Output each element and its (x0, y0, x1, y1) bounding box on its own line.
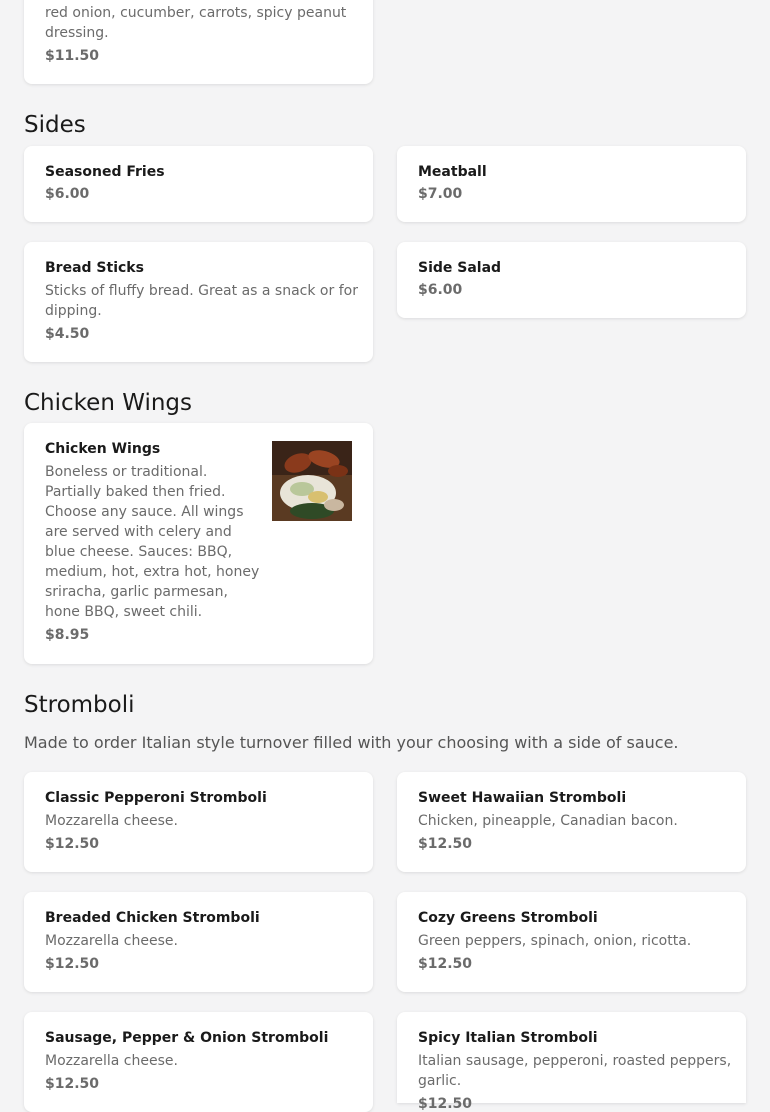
menu-item-card[interactable] (24, 0, 373, 84)
item-price: $12.50 (45, 956, 100, 972)
item-name: Chicken Wings (45, 441, 161, 457)
item-description: Chicken, pineapple, Canadian bacon. (418, 813, 678, 829)
item-name: Classic Pepperoni Stromboli (45, 790, 267, 806)
item-price: $12.50 (45, 1076, 100, 1092)
item-description: Mozzarella cheese. (45, 933, 178, 949)
item-name: Cozy Greens Stromboli (418, 910, 598, 926)
item-name: Sausage, Pepper & Onion Stromboli (45, 1030, 329, 1046)
menu-item-card[interactable] (397, 1012, 746, 1112)
item-description: dressing. (45, 25, 109, 41)
chicken-wings-photo[interactable] (272, 441, 352, 521)
item-description: dipping. (45, 303, 102, 319)
item-description: red onion, cucumber, carrots, spicy peanut (45, 5, 347, 21)
section-description: Made to order Italian style turnover filled with your choosing with a side of sauce. (24, 733, 679, 752)
item-name: Meatball (418, 164, 487, 180)
item-name: Breaded Chicken Stromboli (45, 910, 260, 926)
menu-item-card[interactable] (24, 892, 373, 992)
item-price: $12.50 (418, 836, 473, 852)
menu-item-card[interactable] (397, 772, 746, 872)
item-price: $11.50 (45, 48, 100, 64)
menu-item-card[interactable] (397, 242, 746, 318)
item-price: $6.00 (45, 186, 90, 202)
item-description: garlic. (418, 1073, 462, 1089)
item-price: $7.00 (418, 186, 463, 202)
menu-item-card[interactable] (397, 146, 746, 222)
item-description: Mozzarella cheese. (45, 1053, 178, 1069)
section-title-sides: Sides (24, 112, 86, 138)
menu-item-card[interactable] (24, 772, 373, 872)
item-name: Seasoned Fries (45, 164, 165, 180)
item-name: Spicy Italian Stromboli (418, 1030, 598, 1046)
item-price: $4.50 (45, 326, 90, 342)
section-title-chicken-wings: Chicken Wings (24, 390, 192, 416)
section-title-stromboli: Stromboli (24, 692, 135, 718)
item-name: Side Salad (418, 260, 502, 276)
item-name: Sweet Hawaiian Stromboli (418, 790, 627, 806)
menu-item-card[interactable] (24, 1012, 373, 1112)
item-description: Boneless or traditional. Partially baked then fried. Choose any sauce. All wings are served with celery and blue cheese. Sauces: BBQ, medium, hot, extra hot, honey sriracha, garlic parmesan, hone BBQ, sweet chili. (45, 464, 260, 620)
menu-item-card[interactable] (24, 146, 373, 222)
item-price: $8.95 (45, 627, 90, 643)
item-description: Italian sausage, pepperoni, roasted peppers, (418, 1053, 732, 1069)
food-photo-icon (272, 441, 352, 521)
item-name: Bread Sticks (45, 260, 144, 276)
item-price: $6.00 (418, 282, 463, 298)
menu-item-card[interactable] (24, 242, 373, 362)
item-price: $12.50 (45, 836, 100, 852)
menu-item-card[interactable] (397, 892, 746, 992)
item-description: Green peppers, spinach, onion, ricotta. (418, 933, 692, 949)
item-description: Mozzarella cheese. (45, 813, 178, 829)
item-description: Sticks of fluffy bread. Great as a snack or for (45, 283, 358, 299)
item-price: $12.50 (418, 1096, 473, 1112)
menu-item-card[interactable] (24, 423, 373, 664)
item-price: $12.50 (418, 956, 473, 972)
